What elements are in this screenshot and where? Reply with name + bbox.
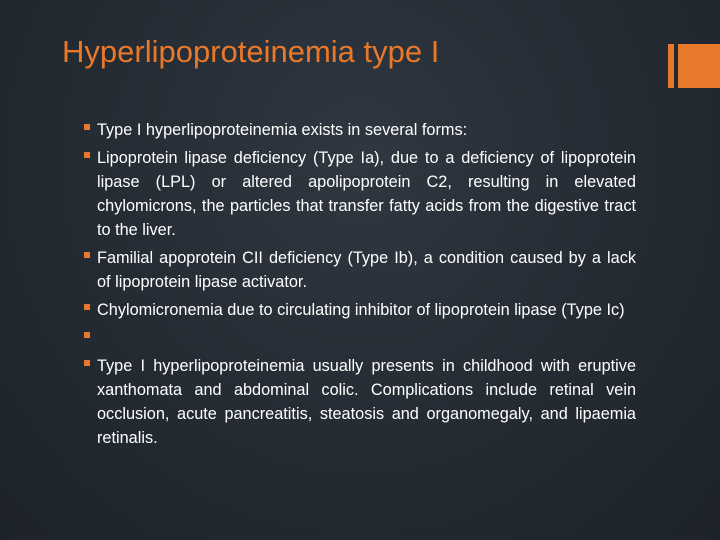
bullet-text: Lipoprotein lipase deficiency (Type Ia), due to a deficiency of lipoprotein lipase (LPL) or altered apolipoprotein C2, resulting in elevated chylomicrons, the particles that transfer fatty acids from the digestive tract to the liver.: [97, 149, 636, 239]
bullet-text: Chylomicronemia due to circulating inhibitor of lipoprotein lipase (Type Ic): [97, 301, 625, 319]
bullet-square-icon: [84, 152, 90, 158]
bullet-item: [84, 246, 636, 294]
bullet-list: [84, 118, 636, 454]
bullet-item: [84, 146, 636, 242]
bullet-item-empty: [84, 326, 636, 350]
bullet-item: [84, 118, 636, 142]
bullet-square-icon: [84, 252, 90, 258]
bullet-square-icon: [84, 304, 90, 310]
bullet-item: [84, 354, 636, 450]
bullet-square-icon: [84, 124, 90, 130]
accent-block-decoration: [678, 44, 720, 88]
bullet-item: [84, 298, 636, 322]
accent-bar-decoration: [668, 44, 674, 88]
slide-title: Hyperlipoproteinemia type I: [62, 34, 440, 69]
bullet-square-icon: [84, 332, 90, 338]
bullet-square-icon: [84, 360, 90, 366]
bullet-text: Type I hyperlipoproteinemia usually presents in childhood with eruptive xanthomata and abdominal colic. Complications include retinal vein occlusion, acute pancreatitis, steatosis and organomegaly, and lipaemia retinalis.: [97, 357, 636, 447]
bullet-text: Type I hyperlipoproteinemia exists in several forms:: [97, 121, 468, 139]
bullet-text: Familial apoprotein CII deficiency (Type Ib), a condition caused by a lack of lipoprotein lipase activator.: [97, 249, 636, 291]
